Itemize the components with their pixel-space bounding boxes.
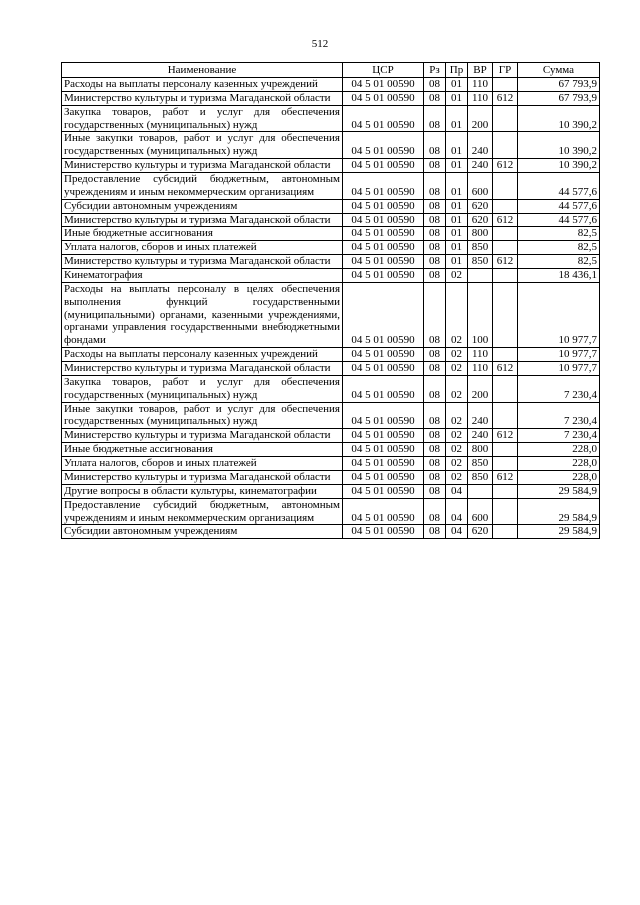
row-sum-cell: 10 977,7 xyxy=(518,282,600,347)
row-sum-cell: 44 577,6 xyxy=(518,199,600,213)
row-gr-cell: 612 xyxy=(493,362,518,376)
row-pr-cell: 02 xyxy=(446,402,468,429)
row-name-cell: Предоставление субсидий бюджетным, автономным учреждениям и иным некоммерческим организациям xyxy=(62,173,343,200)
row-name-cell: Расходы на выплаты персоналу казенных учреждений xyxy=(62,348,343,362)
row-pr-cell: 02 xyxy=(446,269,468,283)
row-rz-cell: 08 xyxy=(424,443,446,457)
table-row xyxy=(62,241,600,255)
row-vr-cell: 800 xyxy=(468,443,493,457)
row-name-cell: Другие вопросы в области культуры, кинематографии xyxy=(62,484,343,498)
row-vr-cell: 850 xyxy=(468,457,493,471)
row-rz-cell: 08 xyxy=(424,105,446,132)
row-csr-cell: 04 5 01 00590 xyxy=(343,525,424,539)
row-gr-cell: 612 xyxy=(493,213,518,227)
row-vr-cell: 850 xyxy=(468,255,493,269)
row-rz-cell: 08 xyxy=(424,282,446,347)
row-vr-cell: 850 xyxy=(468,241,493,255)
row-rz-cell: 08 xyxy=(424,348,446,362)
row-vr-cell: 240 xyxy=(468,159,493,173)
row-rz-cell: 08 xyxy=(424,269,446,283)
row-vr-cell: 620 xyxy=(468,525,493,539)
row-vr-cell: 240 xyxy=(468,132,493,159)
header-pr: Пр xyxy=(446,63,468,78)
row-rz-cell: 08 xyxy=(424,429,446,443)
row-gr-cell xyxy=(493,132,518,159)
row-sum-cell: 29 584,9 xyxy=(518,498,600,525)
row-pr-cell: 02 xyxy=(446,470,468,484)
table-row xyxy=(62,269,600,283)
row-pr-cell: 01 xyxy=(446,227,468,241)
table-row xyxy=(62,470,600,484)
row-vr-cell: 600 xyxy=(468,498,493,525)
header-name: Наименование xyxy=(62,63,343,78)
row-csr-cell: 04 5 01 00590 xyxy=(343,429,424,443)
row-gr-cell xyxy=(493,484,518,498)
row-gr-cell xyxy=(493,241,518,255)
row-sum-cell: 7 230,4 xyxy=(518,375,600,402)
table-row xyxy=(62,348,600,362)
header-sum: Сумма xyxy=(518,63,600,78)
table-row xyxy=(62,525,600,539)
header-rz: Рз xyxy=(424,63,446,78)
row-csr-cell: 04 5 01 00590 xyxy=(343,457,424,471)
row-sum-cell: 44 577,6 xyxy=(518,213,600,227)
row-vr-cell: 200 xyxy=(468,105,493,132)
row-pr-cell: 01 xyxy=(446,132,468,159)
row-csr-cell: 04 5 01 00590 xyxy=(343,132,424,159)
row-vr-cell: 800 xyxy=(468,227,493,241)
row-vr-cell: 620 xyxy=(468,199,493,213)
table-row xyxy=(62,429,600,443)
row-sum-cell: 10 390,2 xyxy=(518,159,600,173)
row-name-cell: Субсидии автономным учреждениям xyxy=(62,199,343,213)
row-sum-cell: 10 390,2 xyxy=(518,105,600,132)
header-vr: ВР xyxy=(468,63,493,78)
row-gr-cell xyxy=(493,375,518,402)
row-pr-cell: 01 xyxy=(446,78,468,92)
row-name-cell: Кинематография xyxy=(62,269,343,283)
row-name-cell: Министерство культуры и туризма Магаданской области xyxy=(62,213,343,227)
row-gr-cell xyxy=(493,498,518,525)
table-row xyxy=(62,213,600,227)
row-csr-cell: 04 5 01 00590 xyxy=(343,362,424,376)
row-sum-cell: 82,5 xyxy=(518,227,600,241)
row-csr-cell: 04 5 01 00590 xyxy=(343,484,424,498)
row-vr-cell: 110 xyxy=(468,78,493,92)
row-sum-cell: 228,0 xyxy=(518,443,600,457)
row-pr-cell: 02 xyxy=(446,457,468,471)
row-rz-cell: 08 xyxy=(424,78,446,92)
table-row xyxy=(62,457,600,471)
row-name-cell: Расходы на выплаты персоналу казенных учреждений xyxy=(62,78,343,92)
row-name-cell: Субсидии автономным учреждениям xyxy=(62,525,343,539)
row-gr-cell xyxy=(493,173,518,200)
row-csr-cell: 04 5 01 00590 xyxy=(343,241,424,255)
table-body xyxy=(62,78,600,539)
row-csr-cell: 04 5 01 00590 xyxy=(343,213,424,227)
row-vr-cell: 200 xyxy=(468,375,493,402)
table-row xyxy=(62,498,600,525)
table-row xyxy=(62,199,600,213)
row-vr-cell: 620 xyxy=(468,213,493,227)
row-pr-cell: 02 xyxy=(446,362,468,376)
row-sum-cell: 67 793,9 xyxy=(518,91,600,105)
row-rz-cell: 08 xyxy=(424,255,446,269)
row-gr-cell xyxy=(493,78,518,92)
row-rz-cell: 08 xyxy=(424,227,446,241)
row-pr-cell: 02 xyxy=(446,375,468,402)
table-row xyxy=(62,443,600,457)
row-pr-cell: 02 xyxy=(446,429,468,443)
row-rz-cell: 08 xyxy=(424,132,446,159)
row-vr-cell: 240 xyxy=(468,402,493,429)
row-vr-cell: 110 xyxy=(468,91,493,105)
row-rz-cell: 08 xyxy=(424,159,446,173)
row-gr-cell xyxy=(493,282,518,347)
row-pr-cell: 01 xyxy=(446,91,468,105)
row-sum-cell: 29 584,9 xyxy=(518,484,600,498)
row-sum-cell: 18 436,1 xyxy=(518,269,600,283)
header-gr: ГР xyxy=(493,63,518,78)
row-name-cell: Министерство культуры и туризма Магаданской области xyxy=(62,470,343,484)
row-rz-cell: 08 xyxy=(424,213,446,227)
row-sum-cell: 228,0 xyxy=(518,470,600,484)
row-csr-cell: 04 5 01 00590 xyxy=(343,375,424,402)
row-rz-cell: 08 xyxy=(424,241,446,255)
table-row xyxy=(62,78,600,92)
row-gr-cell xyxy=(493,402,518,429)
table-row xyxy=(62,484,600,498)
row-rz-cell: 08 xyxy=(424,91,446,105)
table-header-row xyxy=(62,63,600,78)
row-pr-cell: 04 xyxy=(446,498,468,525)
row-sum-cell: 82,5 xyxy=(518,255,600,269)
row-name-cell: Закупка товаров, работ и услуг для обеспечения государственных (муниципальных) нужд xyxy=(62,105,343,132)
row-sum-cell: 67 793,9 xyxy=(518,78,600,92)
row-csr-cell: 04 5 01 00590 xyxy=(343,159,424,173)
row-csr-cell: 04 5 01 00590 xyxy=(343,91,424,105)
row-name-cell: Уплата налогов, сборов и иных платежей xyxy=(62,457,343,471)
table-row xyxy=(62,173,600,200)
row-vr-cell: 600 xyxy=(468,173,493,200)
row-csr-cell: 04 5 01 00590 xyxy=(343,470,424,484)
header-csr: ЦСР xyxy=(343,63,424,78)
row-csr-cell: 04 5 01 00590 xyxy=(343,402,424,429)
row-pr-cell: 01 xyxy=(446,213,468,227)
row-csr-cell: 04 5 01 00590 xyxy=(343,227,424,241)
row-csr-cell: 04 5 01 00590 xyxy=(343,443,424,457)
row-pr-cell: 01 xyxy=(446,105,468,132)
row-gr-cell: 612 xyxy=(493,159,518,173)
row-rz-cell: 08 xyxy=(424,375,446,402)
table-row xyxy=(62,255,600,269)
row-vr-cell: 110 xyxy=(468,362,493,376)
row-name-cell: Иные закупки товаров, работ и услуг для обеспечения государственных (муниципальных) нужд xyxy=(62,402,343,429)
row-name-cell: Предоставление субсидий бюджетным, автономным учреждениям и иным некоммерческим организациям xyxy=(62,498,343,525)
row-rz-cell: 08 xyxy=(424,199,446,213)
table-row xyxy=(62,159,600,173)
row-sum-cell: 82,5 xyxy=(518,241,600,255)
row-sum-cell: 10 390,2 xyxy=(518,132,600,159)
row-csr-cell: 04 5 01 00590 xyxy=(343,199,424,213)
row-name-cell: Иные бюджетные ассигнования xyxy=(62,443,343,457)
row-pr-cell: 02 xyxy=(446,282,468,347)
row-pr-cell: 02 xyxy=(446,443,468,457)
row-sum-cell: 7 230,4 xyxy=(518,402,600,429)
row-csr-cell: 04 5 01 00590 xyxy=(343,255,424,269)
row-vr-cell: 100 xyxy=(468,282,493,347)
row-rz-cell: 08 xyxy=(424,484,446,498)
row-sum-cell: 228,0 xyxy=(518,457,600,471)
row-gr-cell: 612 xyxy=(493,470,518,484)
row-pr-cell: 04 xyxy=(446,525,468,539)
table-row xyxy=(62,132,600,159)
row-csr-cell: 04 5 01 00590 xyxy=(343,173,424,200)
row-vr-cell: 110 xyxy=(468,348,493,362)
row-name-cell: Расходы на выплаты персоналу в целях обеспечения выполнения функций государственными (муниципальными) органами, казенными учреждениями, органами управления государственными внебюджетными фондами xyxy=(62,282,343,347)
page-number: 512 xyxy=(311,38,329,50)
row-gr-cell xyxy=(493,199,518,213)
table-row xyxy=(62,362,600,376)
table-row xyxy=(62,105,600,132)
row-pr-cell: 01 xyxy=(446,173,468,200)
row-gr-cell xyxy=(493,443,518,457)
row-vr-cell xyxy=(468,484,493,498)
row-rz-cell: 08 xyxy=(424,525,446,539)
row-csr-cell: 04 5 01 00590 xyxy=(343,498,424,525)
row-name-cell: Министерство культуры и туризма Магаданской области xyxy=(62,159,343,173)
row-vr-cell xyxy=(468,269,493,283)
row-csr-cell: 04 5 01 00590 xyxy=(343,348,424,362)
row-pr-cell: 04 xyxy=(446,484,468,498)
row-pr-cell: 01 xyxy=(446,199,468,213)
row-sum-cell: 7 230,4 xyxy=(518,429,600,443)
row-gr-cell xyxy=(493,227,518,241)
row-rz-cell: 08 xyxy=(424,470,446,484)
row-csr-cell: 04 5 01 00590 xyxy=(343,105,424,132)
table-row xyxy=(62,91,600,105)
row-gr-cell: 612 xyxy=(493,429,518,443)
budget-table xyxy=(61,62,600,539)
row-name-cell: Закупка товаров, работ и услуг для обеспечения государственных (муниципальных) нужд xyxy=(62,375,343,402)
row-name-cell: Министерство культуры и туризма Магаданской области xyxy=(62,429,343,443)
row-name-cell: Министерство культуры и туризма Магаданской области xyxy=(62,91,343,105)
row-csr-cell: 04 5 01 00590 xyxy=(343,78,424,92)
row-rz-cell: 08 xyxy=(424,457,446,471)
row-pr-cell: 01 xyxy=(446,159,468,173)
row-name-cell: Иные бюджетные ассигнования xyxy=(62,227,343,241)
row-gr-cell xyxy=(493,105,518,132)
row-csr-cell: 04 5 01 00590 xyxy=(343,269,424,283)
row-name-cell: Иные закупки товаров, работ и услуг для обеспечения государственных (муниципальных) нужд xyxy=(62,132,343,159)
table-row xyxy=(62,402,600,429)
row-sum-cell: 44 577,6 xyxy=(518,173,600,200)
row-rz-cell: 08 xyxy=(424,402,446,429)
row-gr-cell xyxy=(493,269,518,283)
row-pr-cell: 01 xyxy=(446,241,468,255)
row-sum-cell: 10 977,7 xyxy=(518,348,600,362)
row-name-cell: Министерство культуры и туризма Магаданской области xyxy=(62,255,343,269)
row-gr-cell xyxy=(493,348,518,362)
row-rz-cell: 08 xyxy=(424,498,446,525)
row-rz-cell: 08 xyxy=(424,362,446,376)
table-row xyxy=(62,375,600,402)
row-sum-cell: 10 977,7 xyxy=(518,362,600,376)
row-gr-cell xyxy=(493,525,518,539)
row-gr-cell: 612 xyxy=(493,91,518,105)
row-pr-cell: 02 xyxy=(446,348,468,362)
row-name-cell: Уплата налогов, сборов и иных платежей xyxy=(62,241,343,255)
table-row xyxy=(62,227,600,241)
row-sum-cell: 29 584,9 xyxy=(518,525,600,539)
row-csr-cell: 04 5 01 00590 xyxy=(343,282,424,347)
row-vr-cell: 240 xyxy=(468,429,493,443)
row-pr-cell: 01 xyxy=(446,255,468,269)
table-row xyxy=(62,282,600,347)
row-vr-cell: 850 xyxy=(468,470,493,484)
row-gr-cell: 612 xyxy=(493,255,518,269)
row-name-cell: Министерство культуры и туризма Магаданской области xyxy=(62,362,343,376)
row-rz-cell: 08 xyxy=(424,173,446,200)
row-gr-cell xyxy=(493,457,518,471)
